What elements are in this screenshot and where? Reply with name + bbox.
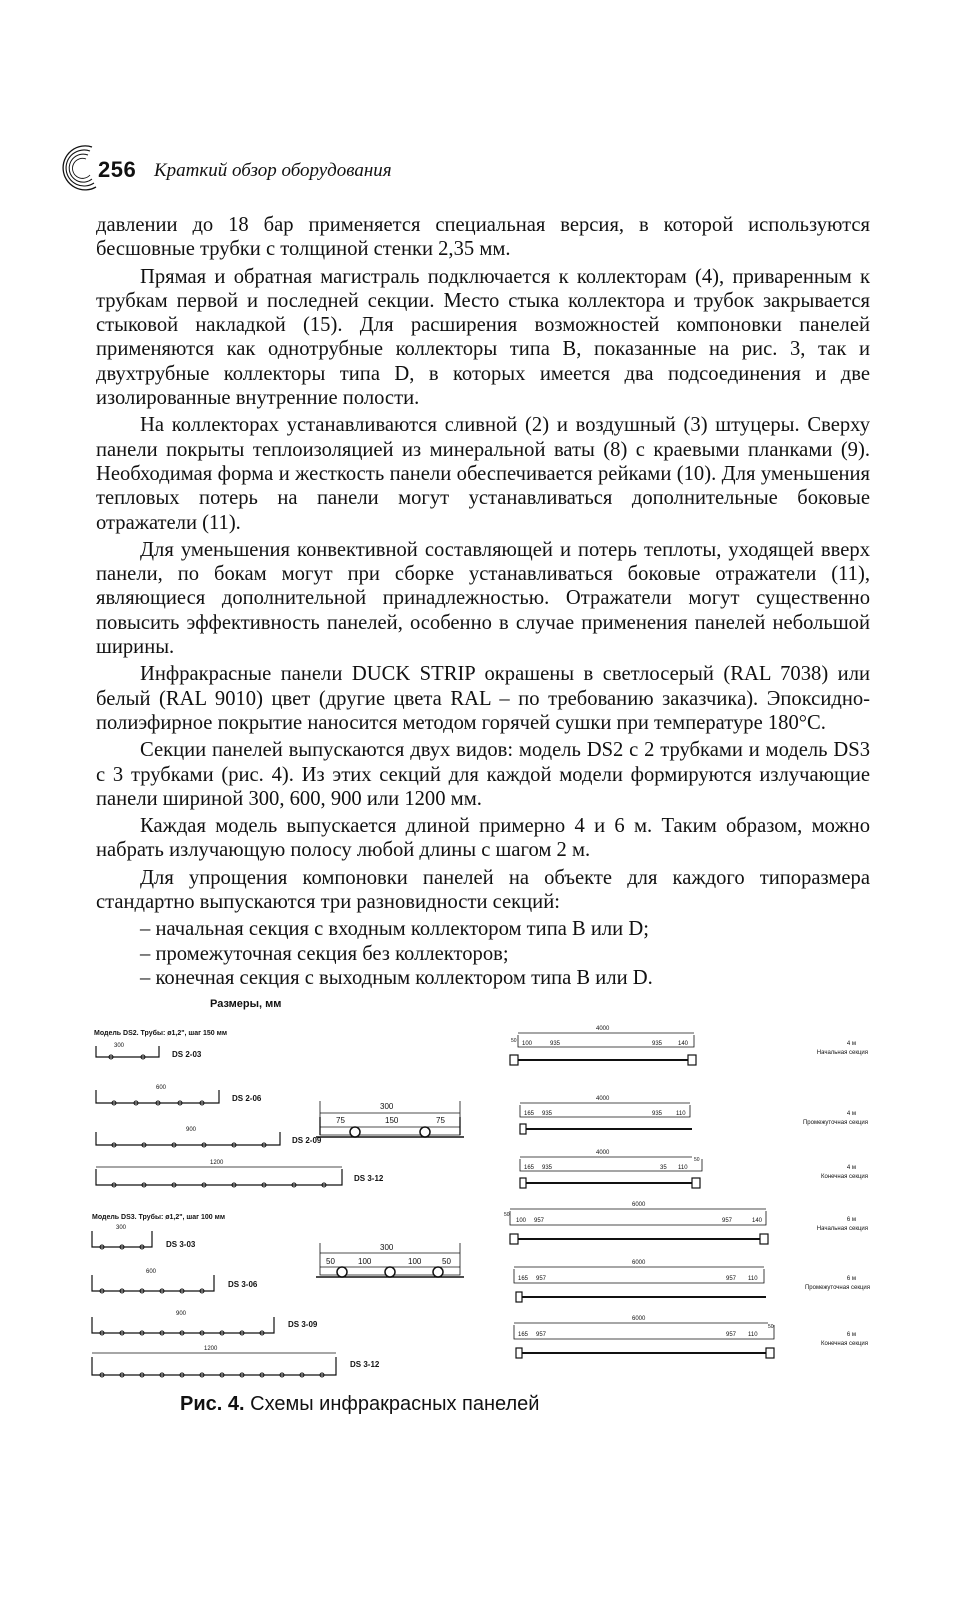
section-length: 4000 [596,1096,610,1102]
dim: 110 [676,1111,686,1117]
spiral-logo-icon [62,143,102,195]
dimension-part: 75 [436,1116,445,1125]
dim: 935 [652,1111,663,1117]
dim: 100 [516,1218,527,1224]
dim: 957 [726,1332,737,1338]
dimension-part: 75 [336,1116,345,1125]
dim: 110 [678,1165,688,1171]
pitch-label: 900 [186,1127,197,1133]
dim: 935 [542,1111,553,1117]
dimension-part: 50 [442,1257,451,1266]
section-4m-start [510,1026,868,1065]
section-type: Конечная секция [821,1174,868,1180]
dimension-total: 300 [380,1102,394,1111]
section-types-list [96,917,870,991]
dim: 165 [518,1276,529,1282]
width-label: 1200 [204,1346,218,1352]
paragraph: давлении до 18 бар применяется специальная версия, в которой используются бесшовные трубки с толщиной стенки 2,35 мм. [96,214,870,261]
section-length: 6000 [632,1202,646,1208]
panel-ds3-03 [92,1225,196,1249]
ds3-heading: Модель DS3. Трубы: ø1,2", шаг 100 мм [92,1214,225,1221]
dimension-part: 150 [385,1116,399,1125]
dimension-part: 100 [358,1257,372,1266]
panel-ds2-12 [96,1160,384,1187]
section-6m-middle [514,1260,870,1302]
dim: 935 [550,1041,561,1047]
lead-dim: 50 [504,1212,510,1218]
dim: 140 [678,1041,689,1047]
section-4m-end [520,1150,868,1188]
page-number: 256 [98,157,137,182]
section-type: Промежуточная секция [804,1285,870,1291]
dim: 935 [652,1041,663,1047]
pitch-label: 300 [116,1225,127,1231]
panel-label: DS 3-12 [350,1360,380,1369]
dim: 110 [748,1276,758,1282]
section-length: 6000 [632,1260,646,1266]
panel-label: DS 3-12 [354,1174,384,1183]
paragraph: Каждая модель выпускается длиной примерно 4 и 6 м. Таким образом, можно набрать излучающую полосу любой длины с шагом 2 м. [96,815,870,862]
panel-label: DS 3-09 [288,1320,318,1329]
running-title: Краткий обзор оборудования [154,160,392,181]
width-label: 1200 [210,1160,224,1166]
dim: 957 [534,1218,545,1224]
panel-ds2-06 [96,1085,262,1105]
list-item: – начальная секция с входным коллектором типа B или D; [140,918,649,941]
lead-dim: 50 [511,1038,517,1044]
panel-ds3-06 [92,1269,258,1293]
section-size: 4 м [846,1111,856,1117]
dim: 935 [542,1165,553,1171]
caption-label: Рис. 4. [180,1393,245,1415]
dim: 35 [660,1165,667,1171]
page-header [62,143,882,197]
section-size: 6 м [846,1332,856,1338]
body-text [96,213,870,991]
pitch-label: 900 [176,1311,187,1317]
pitch-label: 600 [146,1269,157,1275]
panel-schemes-diagram [80,985,880,1395]
panel-label: DS 3-03 [166,1240,196,1249]
panel-label: DS 2-09 [292,1136,322,1145]
dim: 165 [524,1111,535,1117]
ds3-cross-section [316,1243,464,1277]
dimension-part: 100 [408,1257,422,1266]
figure-4 [80,985,880,1405]
section-size: 4 м [846,1041,856,1047]
paragraph: На коллекторах устанавливаются сливной (2) и воздушный (3) штуцеры. Сверху панели покрыты теплоизоляцией из минеральной ваты (8) с краевыми планками (9). Необходимая форма и жесткость панели обеспечивается рейками (10). Для уменьшения тепловых потерь на панели могут устанавливаться дополнительные боковые отражатели (11). [96,414,870,534]
panel-label: DS 2-03 [172,1050,202,1059]
paragraph: Прямая и обратная магистраль подключается к коллекторам (4), приваренным к трубкам первой и последней секции. Место стыка коллектора и трубок закрывается стыковой накладкой (15). Для расширения возможностей компоновки панелей применяются как однотрубные коллекторы типа B, показанные на рис. 3, так и двухтрубные коллекторы типа D, в которых имеется два подсоединения и две изолированные внутренние полости. [96,265,870,410]
paragraph: Секции панелей выпускаются двух видов: модель DS2 с 2 трубками и модель DS3 с 3 трубками (рис. 4). Из этих секций для каждой модели формируются излучающие панели шириной 300, 600, 900 или 1200 мм. [96,739,870,810]
figure-caption [180,1393,539,1416]
ds2-cross-section [316,1101,464,1137]
section-type: Конечная секция [821,1341,868,1347]
panel-ds3-09 [92,1311,318,1335]
lead-dim: 50 [768,1324,774,1330]
section-length: 4000 [596,1150,610,1156]
dim: 957 [726,1276,737,1282]
paragraph: Для упрощения компоновки панелей на объекте для каждого типоразмера стандартно выпускаются три разновидности секций: [96,866,870,914]
lead-dim: 50 [694,1157,700,1163]
dim: 957 [722,1218,733,1224]
panel-ds2-09 [96,1127,322,1147]
section-size: 6 м [846,1276,856,1282]
section-length: 4000 [596,1026,610,1032]
dim: 100 [522,1041,533,1047]
caption-text: Схемы инфракрасных панелей [250,1393,540,1415]
section-4m-middle [520,1096,868,1134]
dim: 140 [752,1218,763,1224]
section-size: 4 м [846,1165,856,1171]
section-6m-start [504,1202,868,1244]
section-size: 6 м [846,1217,856,1223]
dim: 957 [536,1276,547,1282]
dimension-part: 50 [326,1257,335,1266]
dim: 110 [748,1332,758,1338]
dim: 165 [524,1165,535,1171]
figure-title: Размеры, мм [210,998,282,1010]
dimension-total: 300 [380,1243,394,1252]
pitch-label: 600 [156,1085,167,1091]
panel-label: DS 3-06 [228,1280,258,1289]
paragraph: Для уменьшения конвективной составляющей и потерь теплоты, уходящей вверх панели, по бокам могут при сборке устанавливаться боковые отражатели (11), являющиеся дополнительной принадлежностью. Отражатели могут существенно повысить эффективность панелей, особенно в случае применения панелей небольшой ширины. [96,538,870,659]
section-type: Начальная секция [816,1050,868,1056]
section-type: Начальная секция [816,1226,868,1232]
dim: 165 [518,1332,529,1338]
dim: 957 [536,1332,547,1338]
section-6m-end [514,1316,868,1358]
section-length: 6000 [632,1316,646,1322]
pitch-label: 300 [114,1043,125,1049]
ds2-heading: Модель DS2. Трубы: ø1,2", шаг 150 мм [94,1030,227,1037]
panel-ds3-12 [92,1346,380,1377]
section-type: Промежуточная секция [802,1120,868,1126]
list-item: – конечная секция с выходным коллектором типа B или D. [140,967,653,990]
paragraph: Инфракрасные панели DUCK STRIP окрашены в светлосерый (RAL 7038) или белый (RAL 9010) цвет (другие цвета RAL – по требованию заказчика). Эпоксидно-полиэфирное покрытие наносится методом горячей сушки при температуре 180°C. [96,663,870,734]
panel-label: DS 2-06 [232,1094,262,1103]
panel-ds2-03 [96,1043,202,1059]
list-item: – промежуточная секция без коллекторов; [140,942,509,965]
